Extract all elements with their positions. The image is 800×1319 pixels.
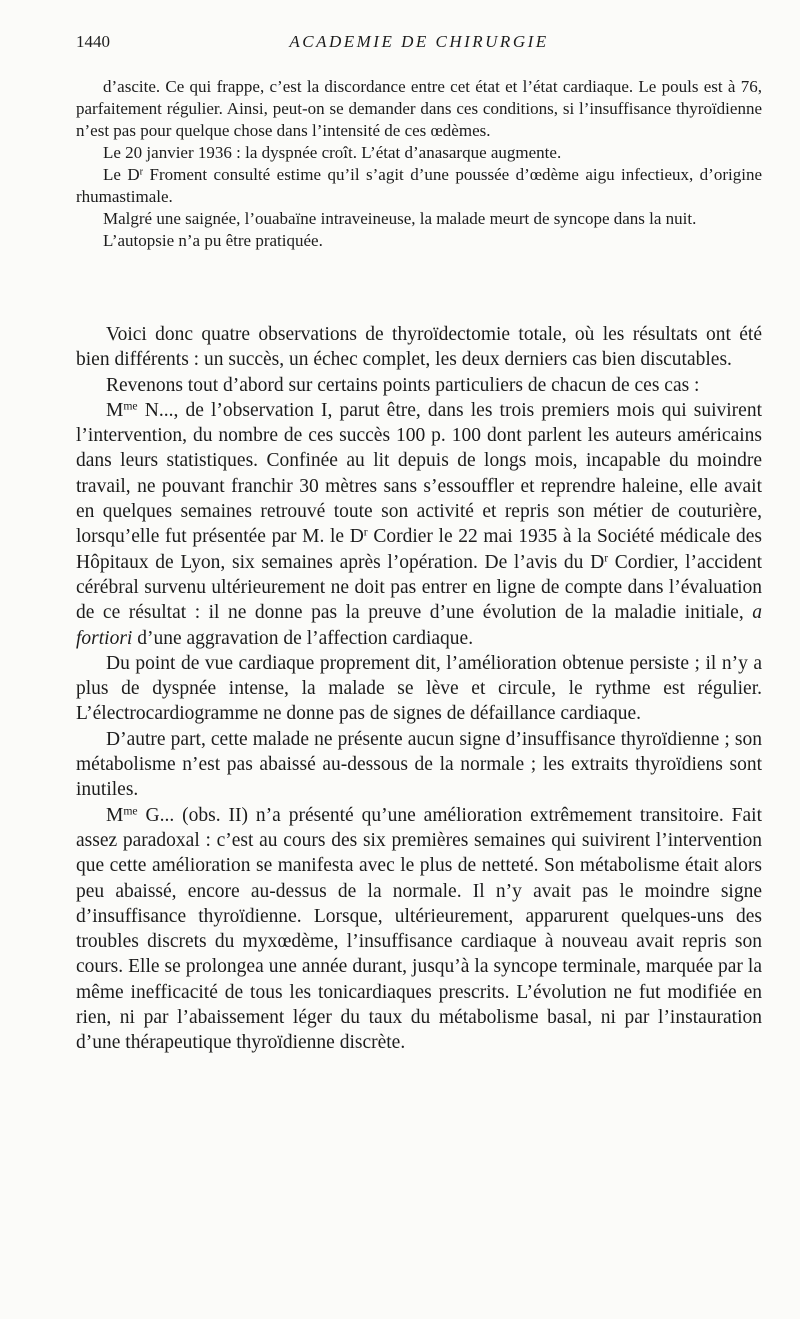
paragraph: Voici donc quatre observations de thyroïdectomie totale, où les résultats ont été bien différents : un succès, un échec complet, les deux derniers cas bien discutables. [76, 324, 762, 371]
page-number: 1440 [76, 32, 110, 51]
paragraph: D’autre part, cette malade ne présente aucun signe d’insuffisance thyroïdienne ; son métabolisme n’est pas abaissé au-dessous de la normale ; les extraits thyroïdiens sont inutiles. [76, 728, 762, 801]
paragraph: $M^{me}$ N..., de l’observation I, parut être, dans les trois premiers mois qui suivirent l’intervention, du nombre de ces succès 100 p. 100 dont parlent les auteurs américains dans leurs statistiques. Confinée au lit depuis de longs mois, incapable du moindre travail, ne pouvant franchir 30 mètres sans s’essouffler et reprendre haleine, elle avait en quelques semaines retrouvé toute son activité et repris son métier de couturière, lorsqu’elle fut présentée par M. le $D^r$ Cordier le 22 mai 1935 à la Société médicale des Hôpitaux de Lyon, six semaines après l’opération. De l’avis du $D^r$ Cordier, l’accident cérébral survenu ultérieurement ne doit pas entrer en ligne de compte dans l’évaluation de ce résultat : il ne donne pas la preuve d’une évolution de la maladie initiale, a fortiori d’une aggravation de l’affection cardiaque. [76, 399, 762, 649]
discussion-section [76, 322, 762, 1056]
case-report-end [76, 76, 762, 252]
paragraph: Du point de vue cardiaque proprement dit, l’amélioration obtenue persiste ; il n’y a plus de dyspnée intense, la malade se lève et circule, le rythme est régulier. L’électrocardiogramme ne donne pas de signes de défaillance cardiaque. [76, 652, 762, 725]
paragraph: Revenons tout d’abord sur certains points particuliers de chacun de ces cas : [106, 374, 700, 396]
paragraph: Le 20 janvier 1936 : la dyspnée croît. L’état d’anasarque augmente. [103, 143, 562, 162]
paragraph: L’autopsie n’a pu être pratiquée. [103, 231, 323, 250]
paragraph: $M^{me}$ G... (obs. II) n’a présenté qu’une amélioration extrêmement transitoire. Fait assez paradoxal : c’est au cours des six premières semaines qui suivirent l’intervention que cette amélioration se manifesta avec le plus de netteté. Son métabolisme était alors peu abaissé, encore au-dessus de la normale. Il n’y avait pas le moindre signe d’insuffisance thyroïdienne. Lorsque, ultérieurement, apparurent quelques-uns des troubles discrets du myxœdème, l’insuffisance cardiaque à nouveau avait repris son cours. Elle se prolongea une année durant, jusqu’à la syncope terminale, marquée par la même inefficacité de tous les tonicardiaques prescrits. L’évolution ne fut modifiée en rien, ni par l’abaissement léger du taux du métabolisme basal, ni par l’instauration d’une thérapeutique thyroïdienne discrète. [76, 804, 762, 1054]
running-title: ACADEMIE DE CHIRURGIE [289, 32, 549, 51]
paragraph: Le $D^r$ Froment consulté estime qu’il s’agit d’une poussée d’œdème aigu infectieux, d’origine rhumastimale. [76, 165, 762, 206]
page-header [76, 32, 762, 56]
paragraph: d’ascite. Ce qui frappe, c’est la discordance entre cet état et l’état cardiaque. Le pouls est à 76, parfaitement régulier. Ainsi, peut-on se demander dans ces conditions, si l’insuffisance thyroïdienne n’est pas pour quelque chose dans l’intensité de ces œdèmes. [76, 77, 762, 140]
paragraph: Malgré une saignée, l’ouabaïne intraveineuse, la malade meurt de syncope dans la nuit. [103, 209, 697, 228]
